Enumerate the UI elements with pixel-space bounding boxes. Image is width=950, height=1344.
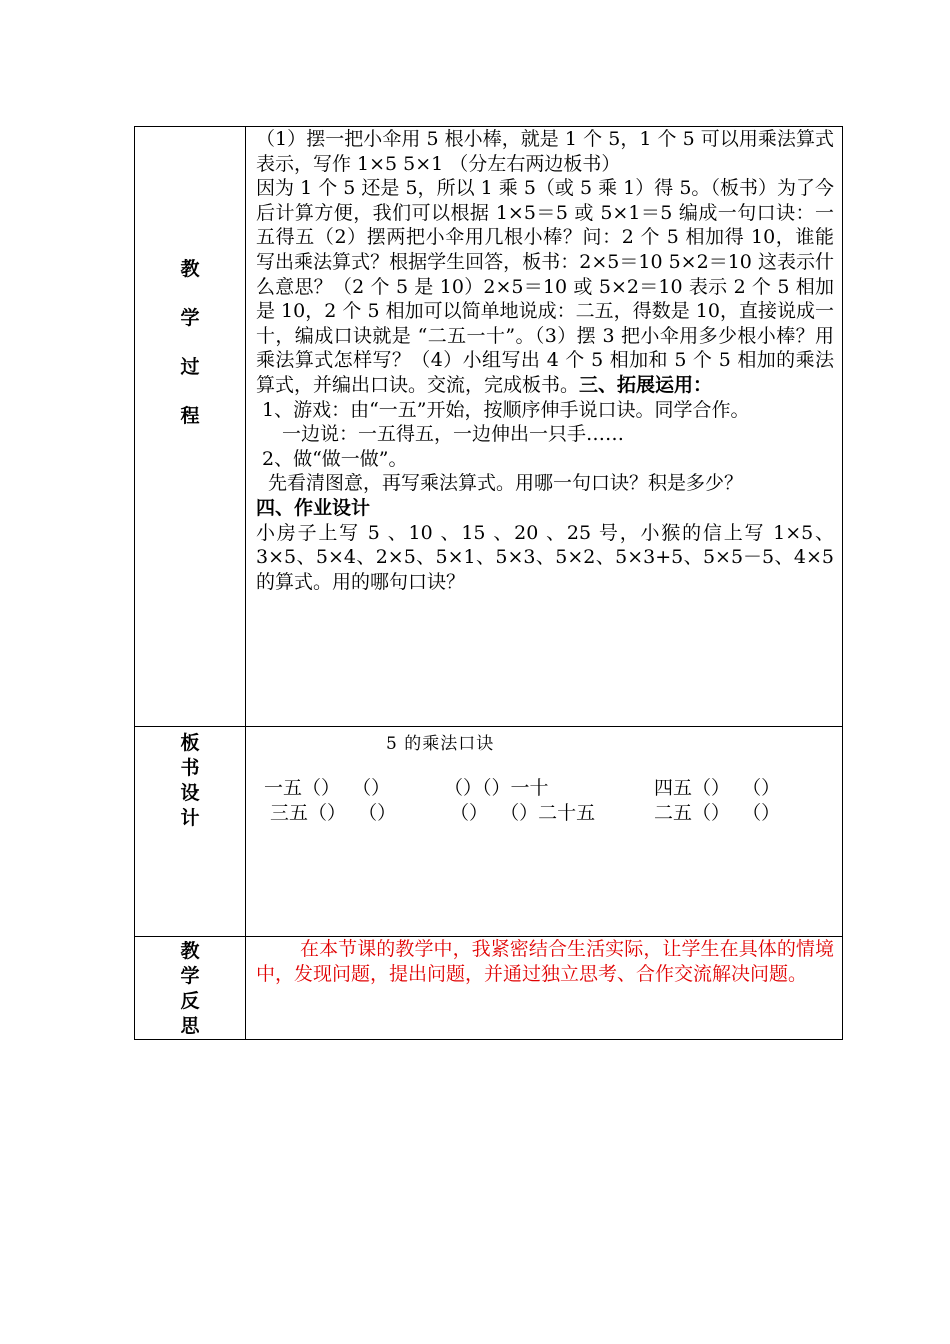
board-design-label-cell	[135, 727, 246, 937]
teaching-reflection-label-cell	[135, 937, 246, 1040]
teaching-process-label	[135, 127, 245, 441]
board-design-label	[135, 727, 245, 831]
do-line-2: 先看清图意，再写乘法算式。用哪一句口诀？积是多少？	[268, 472, 744, 495]
board-cell: 二五（） （）	[654, 802, 781, 824]
teaching-process-content	[246, 127, 843, 727]
vertical-label-char: 过	[180, 356, 200, 378]
board-title: 5 的乘法口诀	[386, 734, 495, 754]
vertical-label-char: 计	[180, 807, 200, 829]
vertical-label-char: 反	[180, 990, 200, 1012]
board-cell: （） （）二十五	[444, 802, 596, 824]
board-grid	[246, 754, 842, 826]
board-design-row	[135, 727, 843, 937]
teaching-process-row	[135, 127, 843, 727]
teaching-reflection-row	[135, 937, 843, 1040]
board-cell: 四五（） （）	[654, 777, 781, 799]
vertical-label-char: 教	[180, 940, 200, 962]
vertical-label-char: 程	[180, 405, 200, 427]
vertical-label-char: 思	[180, 1015, 200, 1037]
teaching-process-label-cell	[135, 127, 246, 727]
board-cell: 三五（） （）	[264, 802, 397, 824]
process-line-2-text: 因为 1 个 5 还是 5，所以 1 乘 5（或 5 乘 1）得 5。（板书）为了今后计算方便，我们可以根据 1×5＝5 或 5×1＝5 编成一句口诀：一五得五（2）摆两把小伞用几根小棒？问：2 个 5 相加得 10，谁能写出乘法算式？根据学生回答，板书：2×5＝10 5×2＝10 这表示什么意思？（2 个 5 是 10）2×5＝10 或 5×2＝10 表示 2 个 5 相加是 10，2 个 5 相加可以简单地说成：二五，得数是 10，直接说成一十，编成口诀就是 “二五一十”。（3）摆 3 把小伞用多少根小棒？用乘法算式怎样写？（4）小组写出 4 个 5 相加和 5 个 5 相加的乘法算式，并编出口诀。交流，完成板书。	[256, 177, 834, 396]
do-line: 2、做“做一做”。	[262, 447, 408, 470]
vertical-label-char: 学	[180, 307, 200, 329]
homework-text: 小房子上写 5 、10 、15 、20 、25 号，小猴的信上写 1×5、3×5、5×4、2×5、5×1、5×3、5×2、5×3+5、5×5－5、4×5 的算式。用的哪句口诀？	[256, 521, 834, 593]
vertical-label-char: 学	[180, 965, 200, 987]
vertical-label-char: 板	[180, 732, 200, 754]
section3-title: 三、拓展运用：	[579, 373, 713, 396]
board-cell: 一五（） （）	[264, 777, 391, 799]
board-cell: （）（）一十	[444, 777, 549, 799]
lesson-plan-table	[134, 126, 843, 1040]
vertical-label-char: 设	[180, 782, 200, 804]
vertical-label-char: 教	[180, 258, 200, 280]
reflection-text: 在本节课的教学中，我紧密结合生活实际，让学生在具体的情境中，发现问题，提出问题，并通过独立思考、合作交流解决问题。	[256, 938, 834, 985]
teaching-reflection-content	[246, 937, 843, 1040]
vertical-label-char: 书	[180, 757, 200, 779]
game-line-2: 一边说：一五得五，一边伸出一只手……	[282, 423, 625, 446]
game-line: 1、游戏：由“一五”开始，按顺序伸手说口诀。同学合作。	[262, 398, 750, 421]
board-design-content	[246, 727, 843, 937]
process-line-2	[256, 176, 834, 397]
section4-title: 四、作业设计	[256, 496, 371, 519]
process-line-1: （1）摆一把小伞用 5 根小棒，就是 1 个 5，1 个 5 可以用乘法算式表示，写作 1×5 5×1 （分左右两边板书）	[256, 128, 834, 175]
teaching-reflection-label	[135, 937, 245, 1039]
